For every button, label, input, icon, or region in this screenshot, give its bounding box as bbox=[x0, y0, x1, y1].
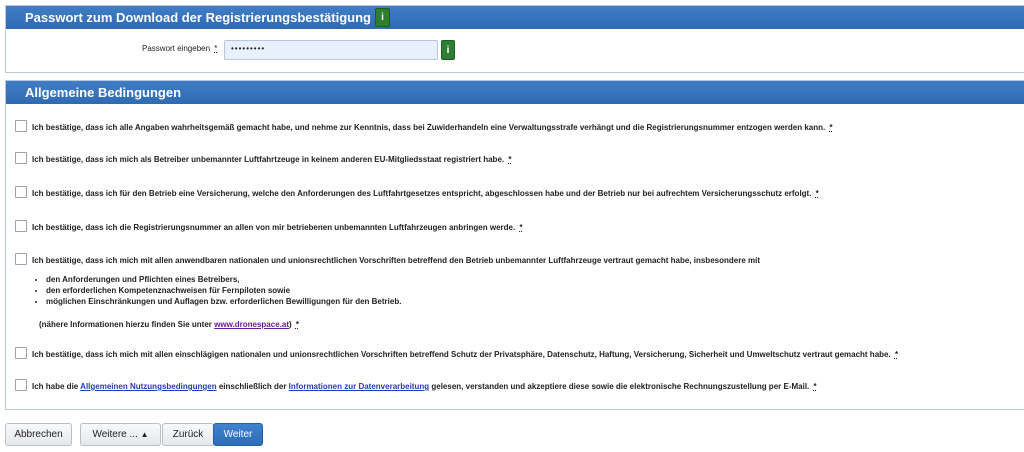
data-processing-link[interactable]: Informationen zur Datenverarbeitung bbox=[288, 382, 430, 391]
password-info-icon[interactable]: i bbox=[441, 40, 455, 60]
condition-checkbox[interactable] bbox=[15, 152, 27, 164]
dronespace-link[interactable]: www.dronespace.at bbox=[214, 320, 289, 329]
condition-checkbox[interactable] bbox=[15, 379, 27, 391]
condition-checkbox[interactable] bbox=[15, 120, 27, 132]
conditions-panel: Allgemeine Bedingungen Ich bestätige, dass ich alle Angaben wahrheitsgemäß gemacht habe, und nehme zur Kenntnis, dass bei Zuwiderhandeln eine Verwaltungsstrafe verhängt und die Registrierungsnummer entzogen werden kann. * Ich bestätige, dass ich mich als Betreiber unbemannter Luftfahrtzeuge in keinem anderen EU-Mitgliedsstaat registriert habe. * Ich bestätige, dass ich für den Betrieb eine Versicherung, welche den Anforderungen des Luftfahrtgesetzes entspricht, abgeschlossen habe und der Betrieb nur bei aufrechtem Versicherungsschutz erfolgt. * Ich bestätige, dass ich die Registrierungsnummer an allen von mir betriebenen unbemannten Luftfahrzeugen anbringen werde. * Ich bestätige, dass ich mich mit allen anwendbaren nationalen und unionsrechtlichen Vorschriften betreffend den Betrieb unbemannter Luftfahrzeuge vertraut gemacht habe, insbesondere mit • den Anforderungen und Pflichten eines Betreibers, • den erforderlichen Kompetenznachweisen für Fernpiloten sowie • möglichen Einschränkungen und Auflagen bzw. erforderlichen Bewilligungen für den Betrieb. (nähere Informationen hierzu finden Sie unter www.dronespace.at) * Ich bestätige, dass ich mich mit allen einschlägigen nationalen und unionsrechtlichen Vorschriften betreffend Schutz der Privatsphäre, Datenschutz, Haftung, Versicherung, Sicherheit und Umweltschutz vertraut gemacht habe. * Ich habe die Allgemeinen Nutzungsbedingungen einschließlich der Informationen zur Datenverarbeitung gelesen, verstanden und akzeptiere diese sowie die elektronische Rechnungszustellung per E-Mail. * bbox=[5, 80, 1024, 410]
cancel-button[interactable]: Abbrechen bbox=[5, 423, 72, 446]
list-item: • möglichen Einschränkungen und Auflagen bzw. erforderlichen Bewilligungen für den Betrieb. bbox=[46, 296, 401, 307]
terms-of-use-link[interactable]: Allgemeinen Nutzungsbedingungen bbox=[80, 382, 217, 391]
condition-checkbox[interactable] bbox=[15, 220, 27, 232]
back-button[interactable]: Zurück bbox=[162, 423, 214, 446]
list-item: • den erforderlichen Kompetenznachweisen für Fernpiloten sowie bbox=[46, 285, 401, 296]
password-panel-header bbox=[6, 6, 1024, 29]
more-button[interactable]: Weitere ... ▲ bbox=[80, 423, 161, 446]
more-info-text: (nähere Informationen hierzu finden Sie unter www.dronespace.at) * bbox=[39, 320, 300, 329]
conditions-panel-title: Allgemeine Bedingungen bbox=[25, 85, 182, 100]
password-input[interactable]: ••••••••• bbox=[224, 40, 438, 60]
password-row bbox=[6, 40, 1024, 60]
password-panel bbox=[5, 5, 1024, 73]
condition-item: Ich bestätige, dass ich mich mit allen anwendbaren nationalen und unionsrechtlichen Vorschriften betreffend den Betrieb unbemannter Luftfahrzeuge vertraut gemacht habe, insbesondere mit • den Anforderungen und Pflichten eines Betreibers, • den erforderlichen Kompetenznachweisen für Fernpiloten sowie • möglichen Einschränkungen und Auflagen bzw. erforderlichen Bewilligungen für den Betrieb. (nähere Informationen hierzu finden Sie unter www.dronespace.at) * bbox=[15, 253, 1024, 333]
password-panel-title: Passwort zum Download der Registrierungsbestätigung bbox=[25, 10, 371, 25]
condition-checkbox[interactable] bbox=[15, 186, 27, 198]
info-icon[interactable]: i bbox=[375, 8, 390, 27]
conditions-panel-header bbox=[6, 81, 1024, 104]
password-label: Passwort eingeben * bbox=[142, 44, 218, 53]
condition-checkbox[interactable] bbox=[15, 347, 27, 359]
list-item: • den Anforderungen und Pflichten eines Betreibers, bbox=[46, 274, 401, 285]
required-marker: * bbox=[214, 44, 218, 53]
next-button[interactable]: Weiter bbox=[213, 423, 263, 446]
condition-checkbox[interactable] bbox=[15, 253, 27, 265]
condition-bullet-list bbox=[36, 274, 401, 307]
chevron-up-icon: ▲ bbox=[140, 430, 149, 439]
